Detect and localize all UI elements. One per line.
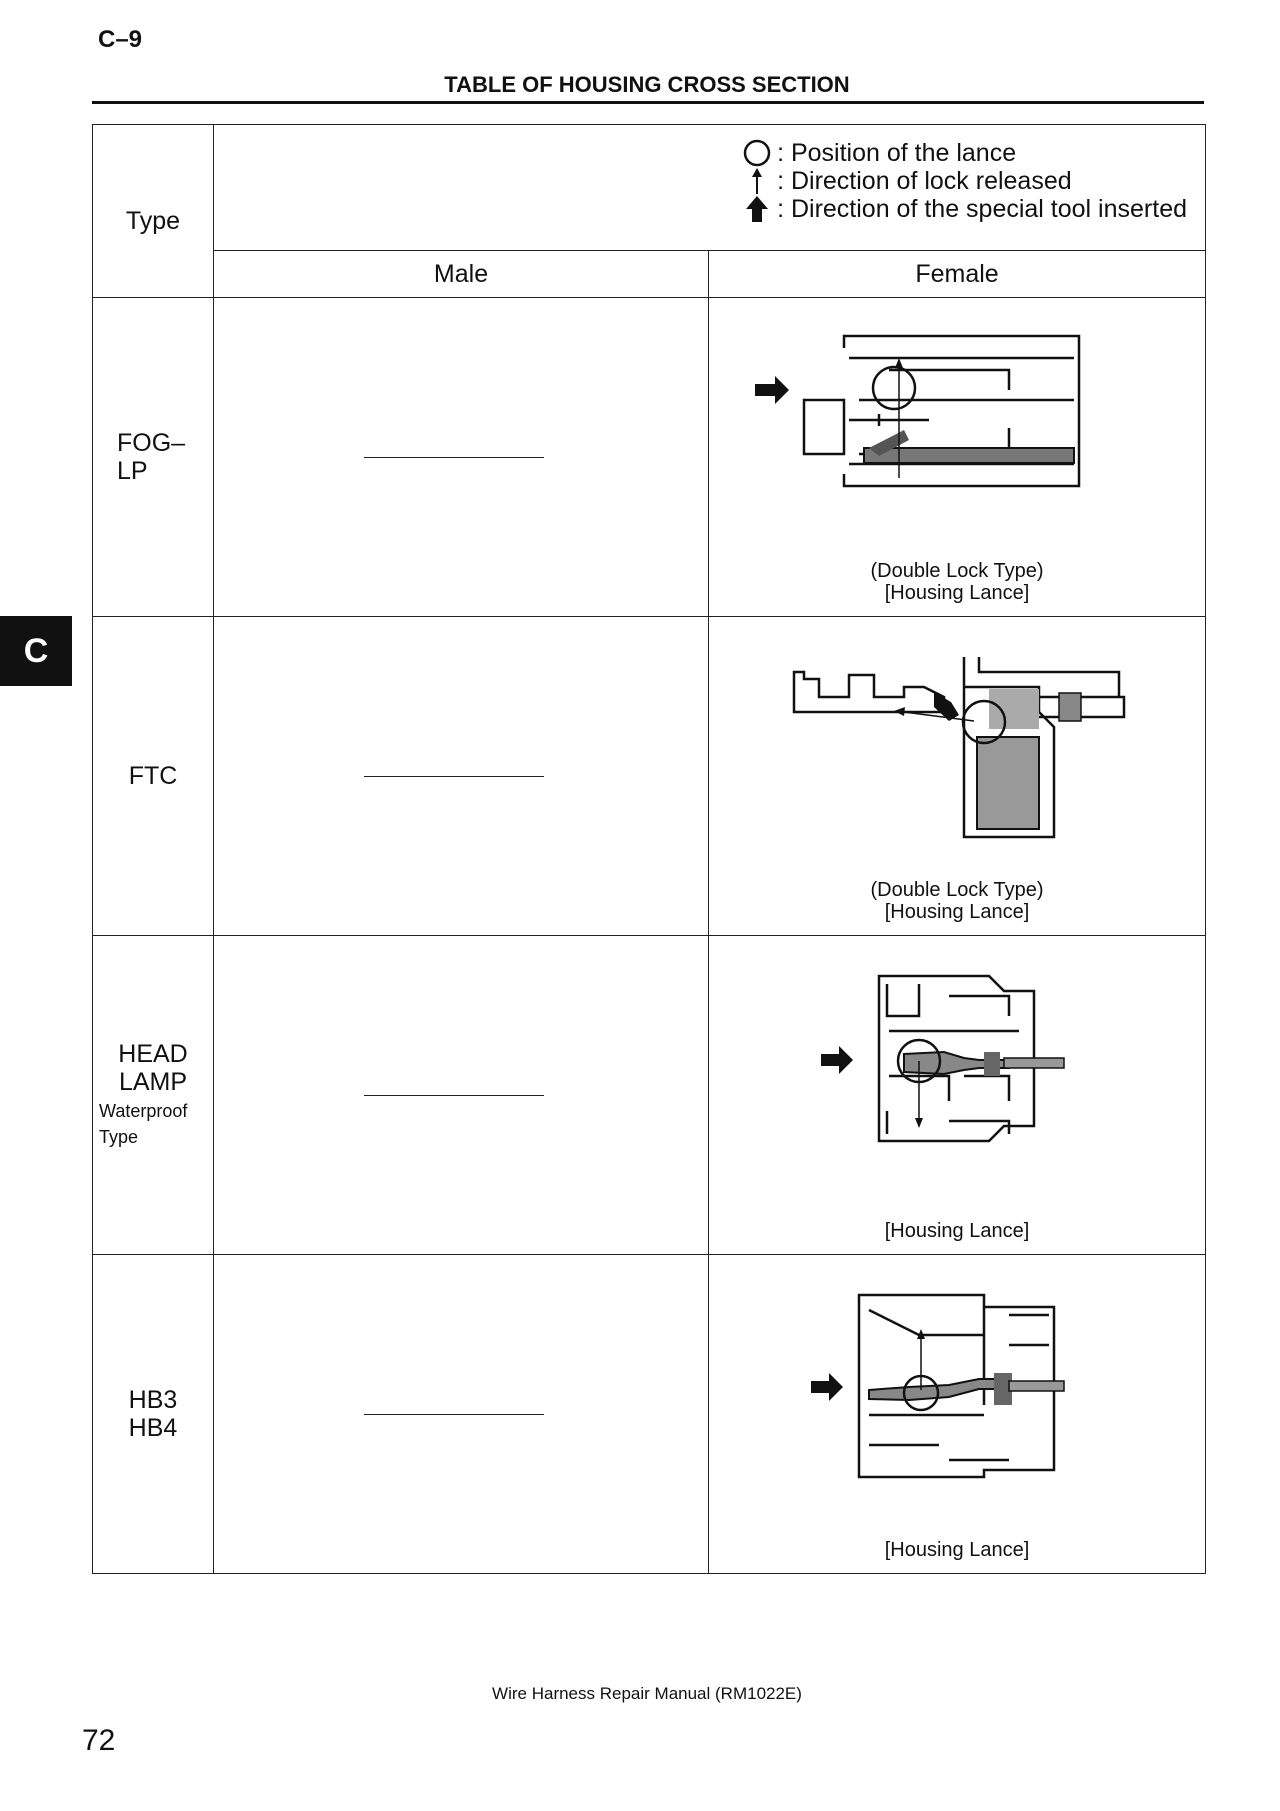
type-label-line: HB4	[128, 1414, 178, 1442]
legend-item-lock	[741, 167, 1187, 195]
female-column-header: Female	[709, 251, 1206, 298]
male-column-header: Male	[214, 251, 709, 298]
type-label-line: LAMP	[118, 1068, 188, 1096]
type-label-line: FTC	[128, 762, 178, 790]
caption-line: [Housing Lance]	[884, 1220, 1030, 1242]
figure-caption	[709, 1220, 1205, 1242]
type-label-line: HEAD	[118, 1040, 188, 1068]
bold-arrow-up-icon	[741, 195, 773, 223]
type-cell	[93, 936, 214, 1255]
table-row	[93, 298, 1206, 617]
type-label-line: LP	[117, 457, 148, 485]
caption-line: (Double Lock Type)	[870, 879, 1044, 901]
table-row	[93, 936, 1206, 1255]
legend-text: : Position of the lance	[777, 139, 1017, 167]
footer-manual-title: Wire Harness Repair Manual (RM1022E)	[492, 1684, 802, 1703]
title-rule	[92, 101, 1204, 104]
page-number: 72	[82, 1724, 116, 1757]
housing-table	[92, 124, 1206, 1574]
male-cell	[214, 617, 709, 936]
section-tab[interactable]: C	[0, 616, 72, 686]
not-applicable-line	[364, 776, 544, 777]
legend-cell	[214, 125, 1206, 251]
type-cell	[93, 298, 214, 617]
male-cell	[214, 298, 709, 617]
caption-line: [Housing Lance]	[884, 901, 1030, 923]
male-cell	[214, 1255, 709, 1574]
caption-line: [Housing Lance]	[884, 1539, 1030, 1561]
type-cell	[93, 1255, 214, 1574]
table-row	[93, 617, 1206, 936]
legend-item-tool	[741, 195, 1187, 223]
caption-line: (Double Lock Type)	[870, 560, 1044, 582]
type-label-line: HB3	[128, 1386, 178, 1414]
page-title: TABLE OF HOUSING CROSS SECTION	[444, 72, 850, 97]
legend-item-lance	[741, 139, 1187, 167]
thin-arrow-up-icon	[741, 167, 773, 195]
not-applicable-line	[364, 457, 544, 458]
legend-text: : Direction of lock released	[777, 167, 1072, 195]
legend	[741, 139, 1187, 223]
figure-caption	[709, 560, 1205, 604]
table-row	[93, 1255, 1206, 1574]
type-cell	[93, 617, 214, 936]
figure-caption	[709, 1539, 1205, 1561]
page-code: C–9	[98, 26, 143, 53]
female-cell	[709, 1255, 1206, 1574]
housing-cross-section-figure	[709, 936, 1204, 1254]
caption-line: [Housing Lance]	[884, 582, 1030, 604]
not-applicable-line	[364, 1414, 544, 1415]
housing-cross-section-figure	[709, 1255, 1204, 1573]
male-cell	[214, 936, 709, 1255]
not-applicable-line	[364, 1095, 544, 1096]
type-column-header: Type	[93, 125, 214, 298]
female-cell	[709, 936, 1206, 1255]
figure-caption	[709, 879, 1205, 923]
circle-outline-icon	[741, 139, 773, 167]
type-label-line: FOG–	[117, 429, 186, 457]
female-cell	[709, 617, 1206, 936]
type-note: Waterproof Type	[99, 1101, 188, 1147]
legend-text: : Direction of the special tool inserted	[777, 195, 1187, 223]
female-cell	[709, 298, 1206, 617]
